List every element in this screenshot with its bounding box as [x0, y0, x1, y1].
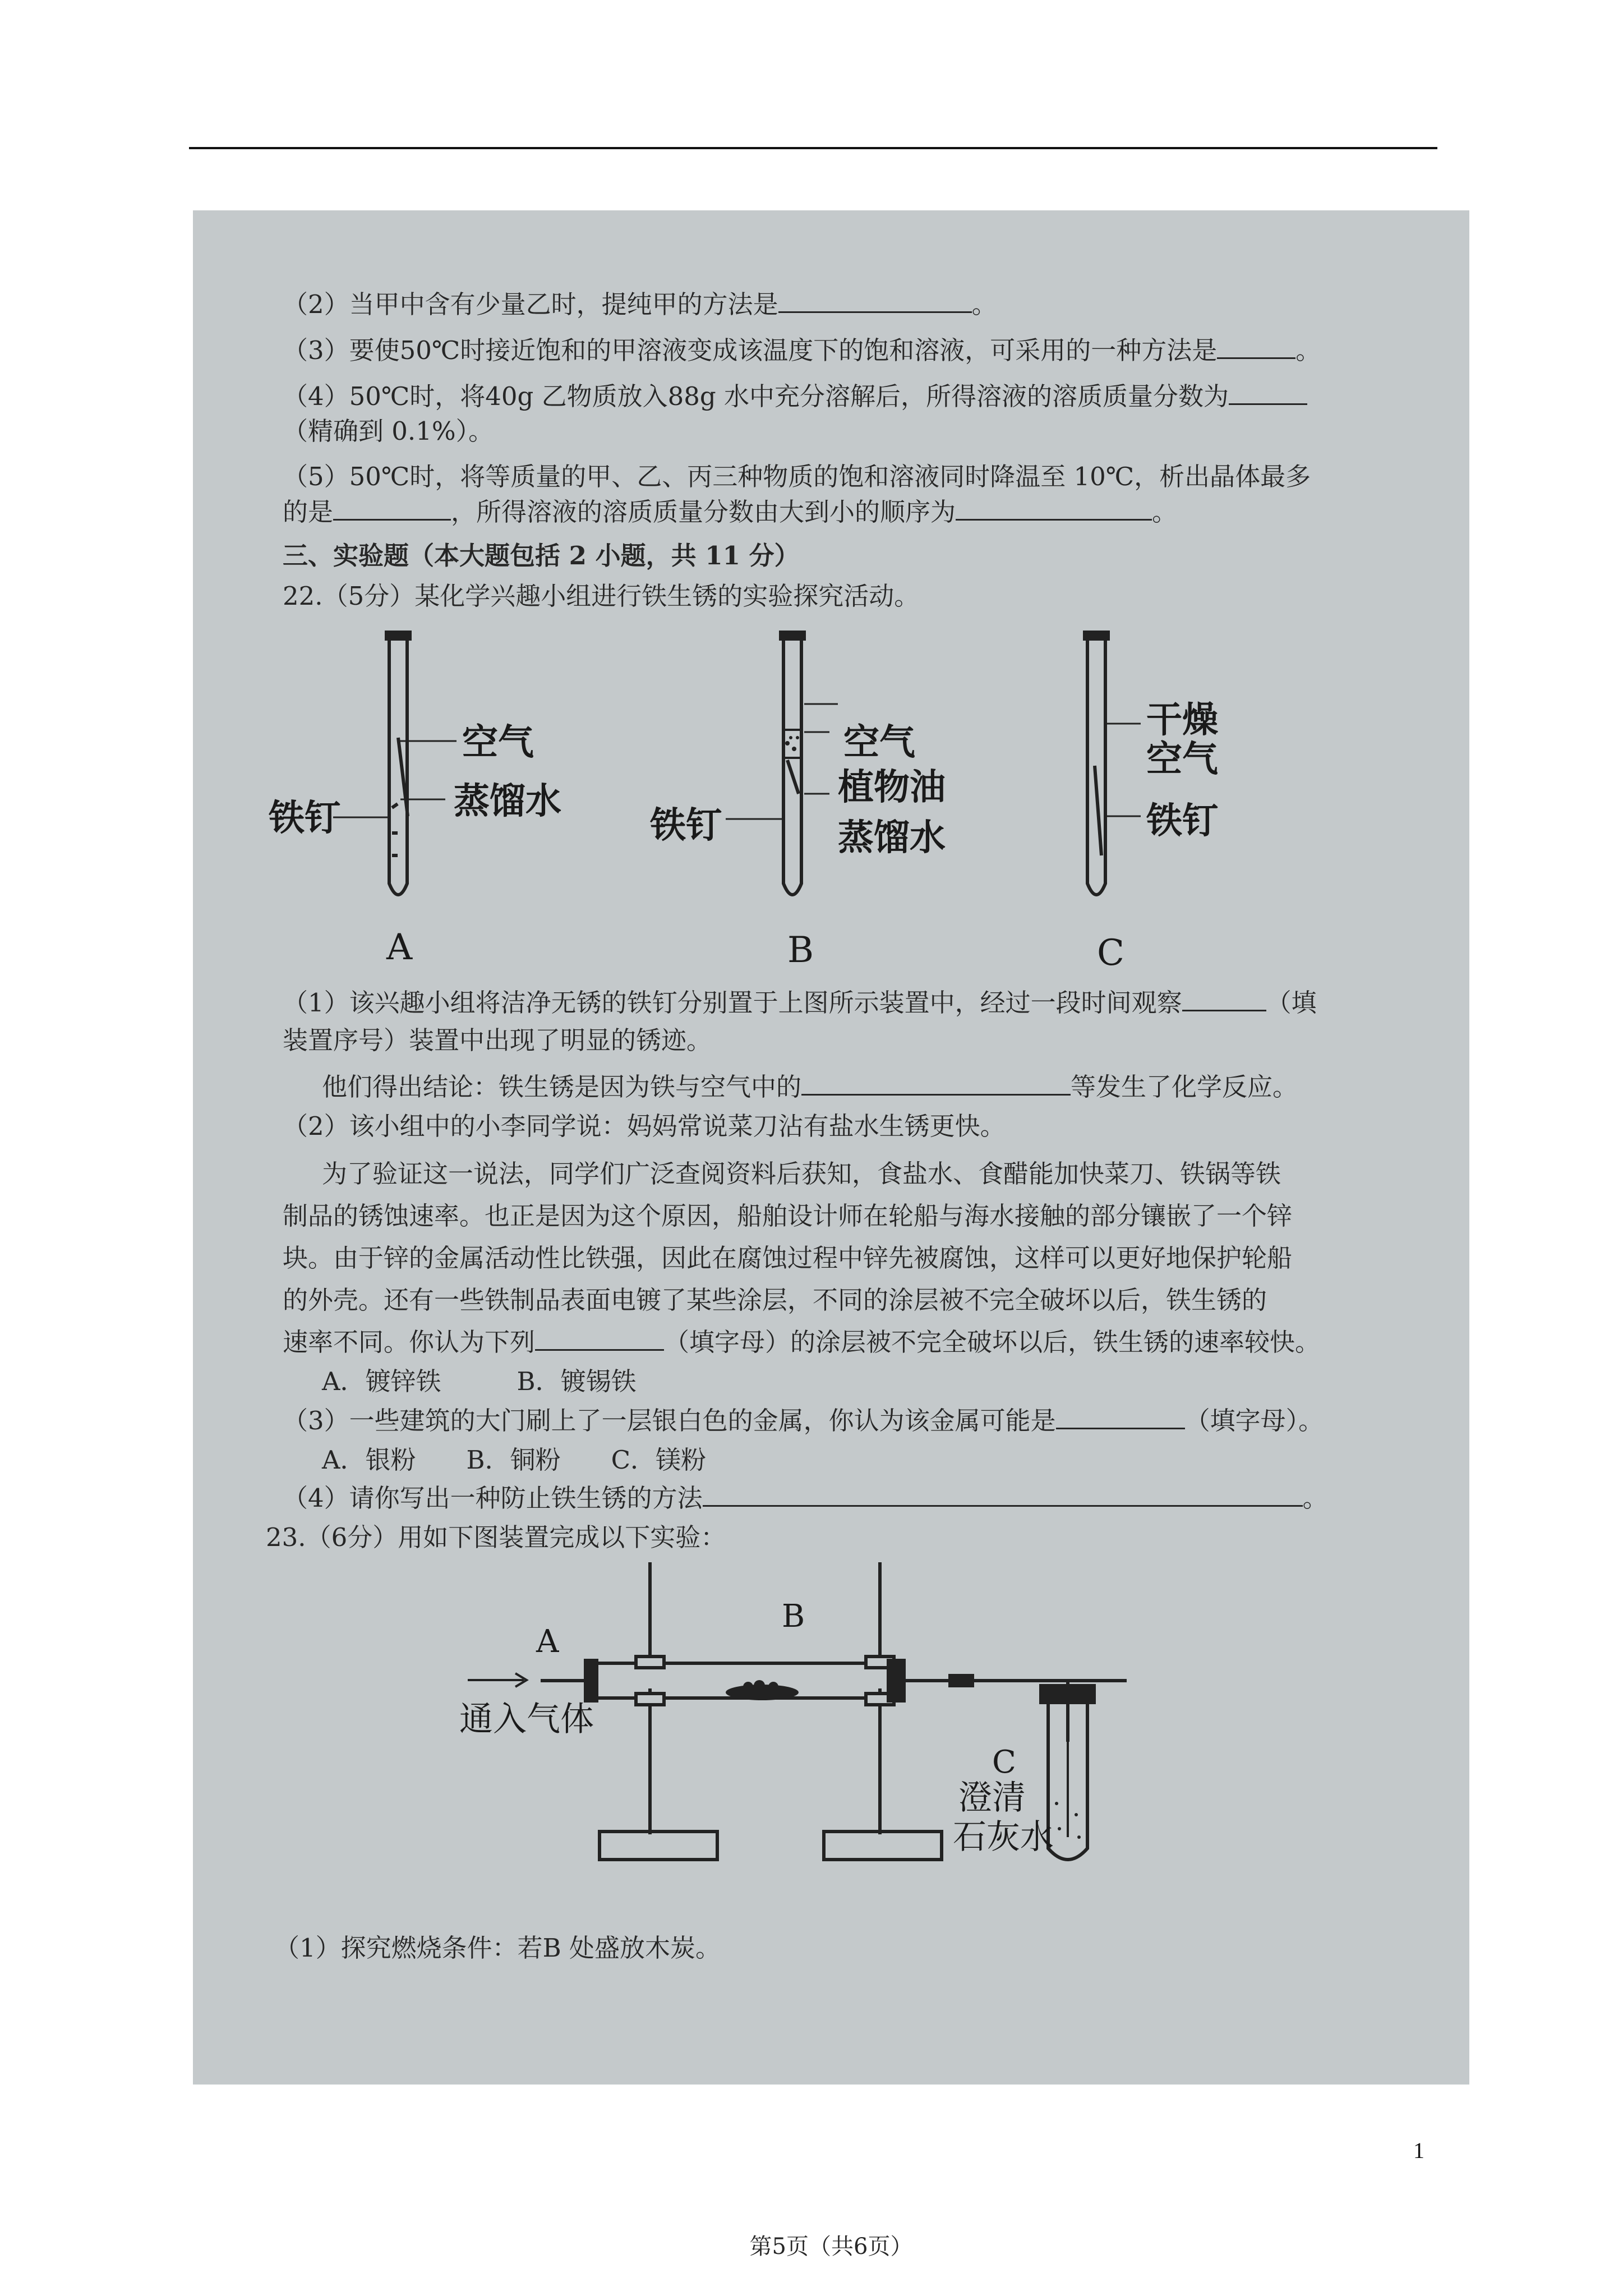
answer-blank[interactable]: [1182, 987, 1266, 1011]
tube-b-nail-label: 铁钉: [650, 805, 722, 846]
header-rule: [189, 147, 1437, 149]
q22-intro: 22.（5分）某化学兴趣小组进行铁生锈的实验探究活动。: [283, 581, 920, 611]
q22-part2-l5: 速率不同。你认为下列 （填字母）的涂层被不完全破坏以后，铁生锈的速率较快。: [283, 1327, 1321, 1357]
tube-c-label: C: [1097, 932, 1124, 974]
page-number: 1: [1413, 2138, 1424, 2163]
q21-part5: （5）50℃时，将等质量的甲、乙、丙三种物质的饱和溶液同时降温至 10℃，析出晶体最多: [283, 462, 1311, 491]
q22-part3-options: A．银粉 B．铜粉 C．镁粉: [322, 1445, 706, 1475]
q22-part2-l3: 块。由于锌的金属活动性比铁强，因此在腐蚀过程中锌先被腐蚀，这样可以更好地保护轮船: [283, 1243, 1293, 1273]
label-a: A: [536, 1623, 559, 1660]
limewater-label-1: 澄清: [958, 1778, 1026, 1818]
rust-experiment-figure: [193, 625, 1469, 973]
label-b: B: [782, 1598, 805, 1635]
answer-blank[interactable]: [778, 289, 972, 313]
tube-a-label: A: [386, 927, 413, 968]
tube-a-air-label: 空气: [462, 722, 534, 763]
q22-part4: （4）请你写出一种防止铁生锈的方法 。: [283, 1483, 1328, 1513]
limewater-label-2: 石灰水: [953, 1818, 1054, 1857]
q22-part2: （2）该小组中的小李同学说：妈妈常说菜刀沾有盐水生锈更快。: [283, 1111, 1006, 1141]
answer-blank[interactable]: [535, 1327, 664, 1351]
answer-blank[interactable]: [1056, 1405, 1185, 1429]
stand-left-base: [600, 1832, 717, 1860]
q21-part3: （3）要使50℃时接近饱和的甲溶液变成该温度下的饱和溶液，可采用的一种方法是 。: [283, 335, 1321, 365]
answer-blank[interactable]: [956, 496, 1152, 521]
q21-part4: （4）50℃时，将40g 乙物质放入88g 水中充分溶解后，所得溶液的溶质质量分数为: [283, 381, 1307, 412]
q22-part2-l2: 制品的锈蚀速率。也正是因为这个原因，船舶设计师在轮船与海水接触的部分镶嵌了一个锌: [283, 1201, 1293, 1231]
tube-b-oil-label: 植物油: [838, 767, 946, 808]
tube-a-nail-label: 铁钉: [269, 798, 340, 839]
exam-photo: [193, 210, 1469, 2260]
answer-blank[interactable]: [1217, 335, 1295, 359]
answer-blank[interactable]: [1229, 381, 1307, 405]
tube-a-stopper: [386, 632, 410, 639]
answer-blank[interactable]: [333, 496, 451, 521]
tube-b-stopper: [781, 632, 804, 639]
tube-b-nail: [787, 760, 799, 794]
stand-right-base: [824, 1832, 942, 1860]
tube-c-nail: [1095, 766, 1101, 855]
tube-a-water-label: 蒸馏水: [454, 781, 561, 822]
q22-part2-l4: 的外壳。还有一些铁制品表面电镀了某些涂层，不同的涂层被不完全破坏以后，铁生锈的: [283, 1285, 1267, 1315]
q22-part1-cont: 装置序号）装置中出现了明显的锈迹。: [283, 1025, 712, 1055]
tube-a: [389, 639, 407, 895]
apparatus-figure: [193, 1557, 1469, 1904]
tube-b-water-label: 蒸馏水: [838, 817, 946, 859]
tube-b: [783, 639, 801, 895]
q23-intro: 23.（6分）用如下图装置完成以下实验：: [266, 1522, 726, 1552]
gas-inlet-label: 通入气体: [459, 1700, 594, 1739]
section-3-title: 三、实验题（本大题包括 2 小题，共 11 分）: [283, 541, 800, 570]
q23-part1: （1）探究燃烧条件：若B 处盛放木炭。: [274, 1933, 721, 1963]
answer-blank[interactable]: [703, 1483, 1303, 1507]
tube-c-stopper: [1085, 632, 1108, 639]
tube-b-label: B: [787, 930, 814, 971]
tube-c-dry-label-2: 空气: [1146, 739, 1218, 780]
q21-part4-note: （精确到 0.1%）。: [283, 416, 494, 446]
tube-b-air-label: 空气: [843, 722, 915, 763]
q21-part2: （2）当甲中含有少量乙时，提纯甲的方法是 。: [283, 289, 997, 319]
tube-c-stopper: [1041, 1686, 1094, 1703]
exam-page-footer: 第5页（共6页）: [749, 2234, 913, 2260]
tube-c-nail-label: 铁钉: [1146, 800, 1218, 842]
q21-part5-cont: 的是 ，所得溶液的溶质质量分数由大到小的顺序为 。: [283, 497, 1178, 527]
q22-part2-options: A．镀锌铁 B．镀锡铁: [322, 1366, 637, 1396]
tube-c-dry-label-1: 干燥: [1146, 700, 1218, 741]
answer-blank[interactable]: [801, 1071, 1071, 1096]
q22-part1: （1）该兴趣小组将洁净无锈的铁钉分别置于上图所示装置中，经过一段时间观察 （填: [283, 988, 1317, 1018]
q22-conclusion: 他们得出结论：铁生锈是因为铁与空气中的 等发生了化学反应。: [322, 1072, 1298, 1102]
label-c: C: [992, 1744, 1016, 1780]
q22-part2-l1: 为了验证这一说法，同学们广泛查阅资料后获知，食盐水、食醋能加快菜刀、铁锅等铁: [322, 1159, 1281, 1189]
q22-part3: （3）一些建筑的大门刷上了一层银白色的金属，你认为该金属可能是 （填字母）。: [283, 1406, 1324, 1435]
